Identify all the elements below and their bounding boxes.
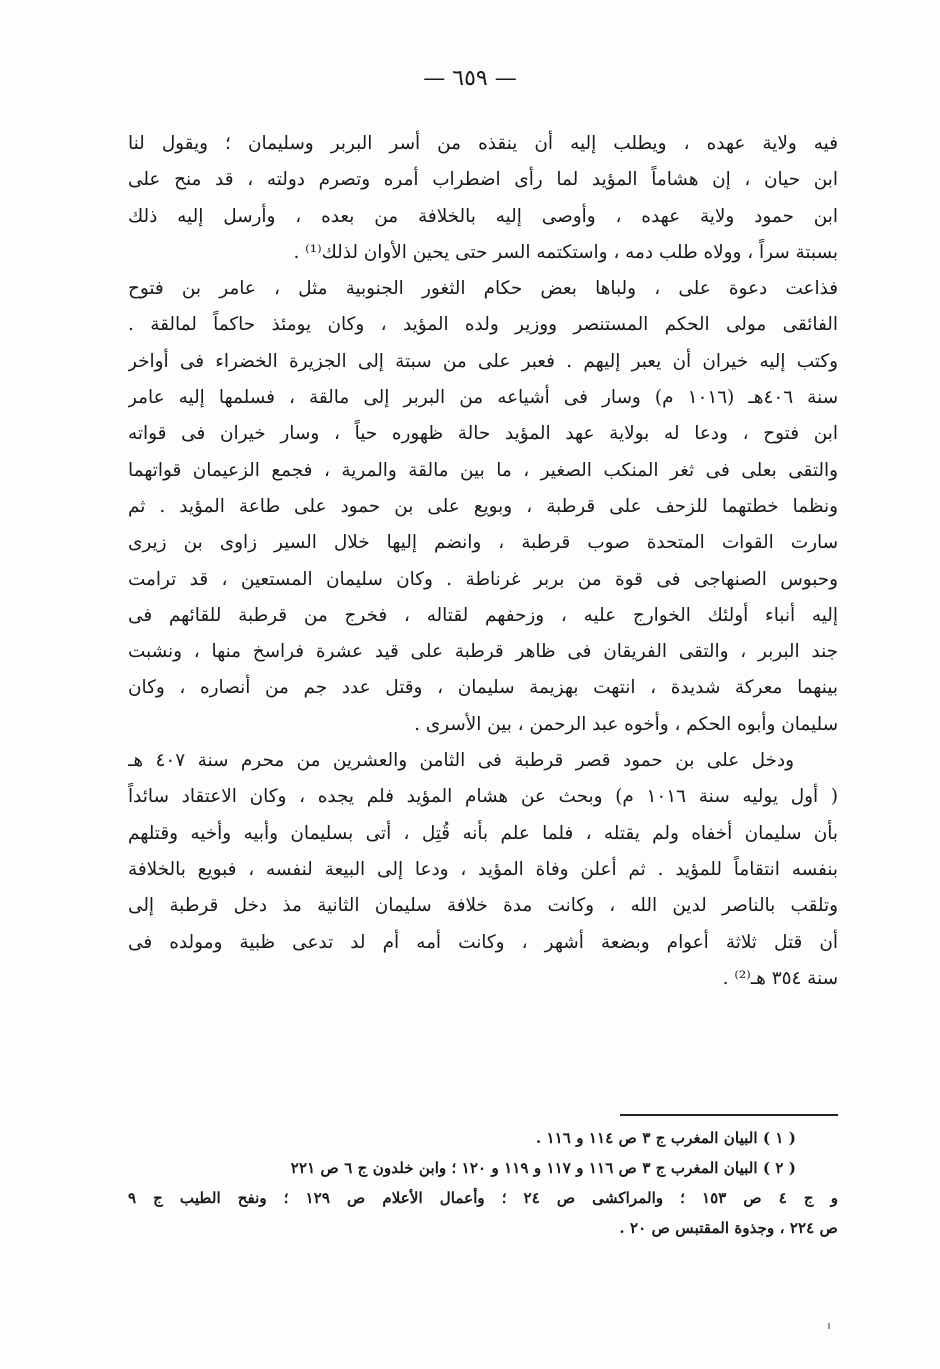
footnote-line: ص ٢٢٤ ، وجذوة المقتبس ص ٢٠ . <box>619 1219 838 1237</box>
text-line: وحبوس الصنهاجى فى قوة من بربر غرناطة . وكان سليمان المستعين ، قد ترامت <box>128 568 838 590</box>
text-line: ونظما خطتهما للزحف على قرطبة ، وبويع على بن حمود على طاعة المؤيد . ثم <box>128 495 838 517</box>
text-line: ( أول يوليه سنة ١٠١٦ م) وبحث عن هشام المؤيد فلم يجده ، وكان الاعتقاد سائداً <box>128 786 838 808</box>
text-line: بأن سليمان أخفاه ولم يقتله ، فلما علم بأنه قُتِل ، أتى بسليمان وأبيه وأخيه وقتلهم <box>128 822 838 844</box>
text-line: سنة ٤٠٦هـ (١٠١٦ م) وسار فى أشياعه من البربر إلى مالقة ، فسلمها إليه عامر <box>128 387 838 409</box>
text-line: ودخل على بن حمود قصر قرطبة فى الثامن والعشرين من محرم سنة ٤٠٧ هـ <box>128 750 794 772</box>
text-line: وكتب إليه خيران أن يعبر إليهم . فعبر على من سبتة إلى الجزيرة الخضراء فى أواخر <box>128 350 838 372</box>
footnote-divider <box>620 1114 838 1116</box>
page-number: — ٦٥٩ — <box>423 66 517 91</box>
text-line: سارت القوات المتحدة صوب قرطبة ، وانضم إليها خلال السير زاوى بن زيرى <box>128 532 838 554</box>
text-line: جند البربر ، والتقى الفريقان فى ظاهر قرطبة على قيد عشرة فراسخ منها ، ونشبت <box>128 641 838 663</box>
text-line: فيه ولاية عهده ، ويطلب إليه أن ينقذه من أسر البربر وسليمان ؛ ويقول لنا <box>128 133 838 154</box>
text-line: إليه أنباء أولئك الخوارج عليه ، وزحفهم لقتاله ، فخرج من قرطبة للقائهم فى <box>128 604 838 626</box>
text-line: بينهما معركة شديدة ، انتهت بهزيمة سليمان ، وقتل عدد جم من أنصاره ، وكان <box>128 677 838 699</box>
footnotes <box>128 1123 838 1243</box>
text-line: ابن حمود ولاية عهده ، وأوصى إليه بالخلافة من بعده ، وأرسل إليه ذلك <box>128 205 838 227</box>
text-line: فذاعت دعوة على ، ولباها بعض حكام الثغور الجنوبية مثل ، عامر بن فتوح <box>128 278 838 300</box>
text-line: أن قتل ثلاثة أعوام وبضعة أشهر ، وكانت أمه أم لد تدعى ظبية ومولده فى <box>128 931 838 953</box>
text-line: وتلقب بالناصر لدين الله ، وكانت مدة خلافة سليمان الثانية مذ دخل قرطبة إلى <box>128 895 838 917</box>
footnote-line: ( ١ ) البيان المغرب ج ٣ ص ١١٤ و ١١٦ . <box>535 1129 796 1147</box>
paper-speck <box>828 1323 830 1329</box>
footnote-line: و ج ٤ ص ١٥٣ ؛ والمراكشى ص ٢٤ ؛ وأعمال الأعلام ص ١٢٩ ؛ ونفح الطيب ج ٩ <box>128 1189 838 1207</box>
footnote-line: ( ٢ ) البيان المغرب ج ٣ ص ١١٦ و ١١٧ و ١١٩ و ١٢٠ ؛ وابن خلدون ج ٦ ص ٢٢١ <box>290 1159 796 1177</box>
text-line: الفائقى مولى الحكم المستنصر ووزير ولده المؤيد ، وكان يومئذ حاكماً لمالقة . <box>128 314 838 336</box>
text-line: بسبتة سراً ، وولاه طلب دمه ، واستكتمه السر حتى يحين الأوان لذلك⁽¹⁾ . <box>293 241 838 263</box>
text-line: والتقى بعلى فى ثغر المنكب الصغير ، ما بين مالقة والمرية ، فجمع الزعيمان قواتهما <box>128 459 838 481</box>
text-line: سليمان وأبوه الحكم ، وأخوه عبد الرحمن ، بين الأسرى . <box>414 713 838 735</box>
text-line: بنفسه انتقاماً للمؤيد . ثم أعلن وفاة المؤيد ، ودعا إلى البيعة لنفسه ، فبويع بالخلافة <box>128 858 838 880</box>
text-line: ابن حيان ، إن هشاماً المؤيد لما رأى اضطراب أمره وتصرم دولته ، قد منح على <box>128 169 838 191</box>
text-line: سنة ٣٥٤ هـ⁽²⁾ . <box>722 967 838 989</box>
text-line: ابن فتوح ، ودعا له بولاية عهد المؤيد حالة ظهوره حياً ، وسار خيران فى قواته <box>128 423 838 445</box>
main-text <box>128 126 838 997</box>
